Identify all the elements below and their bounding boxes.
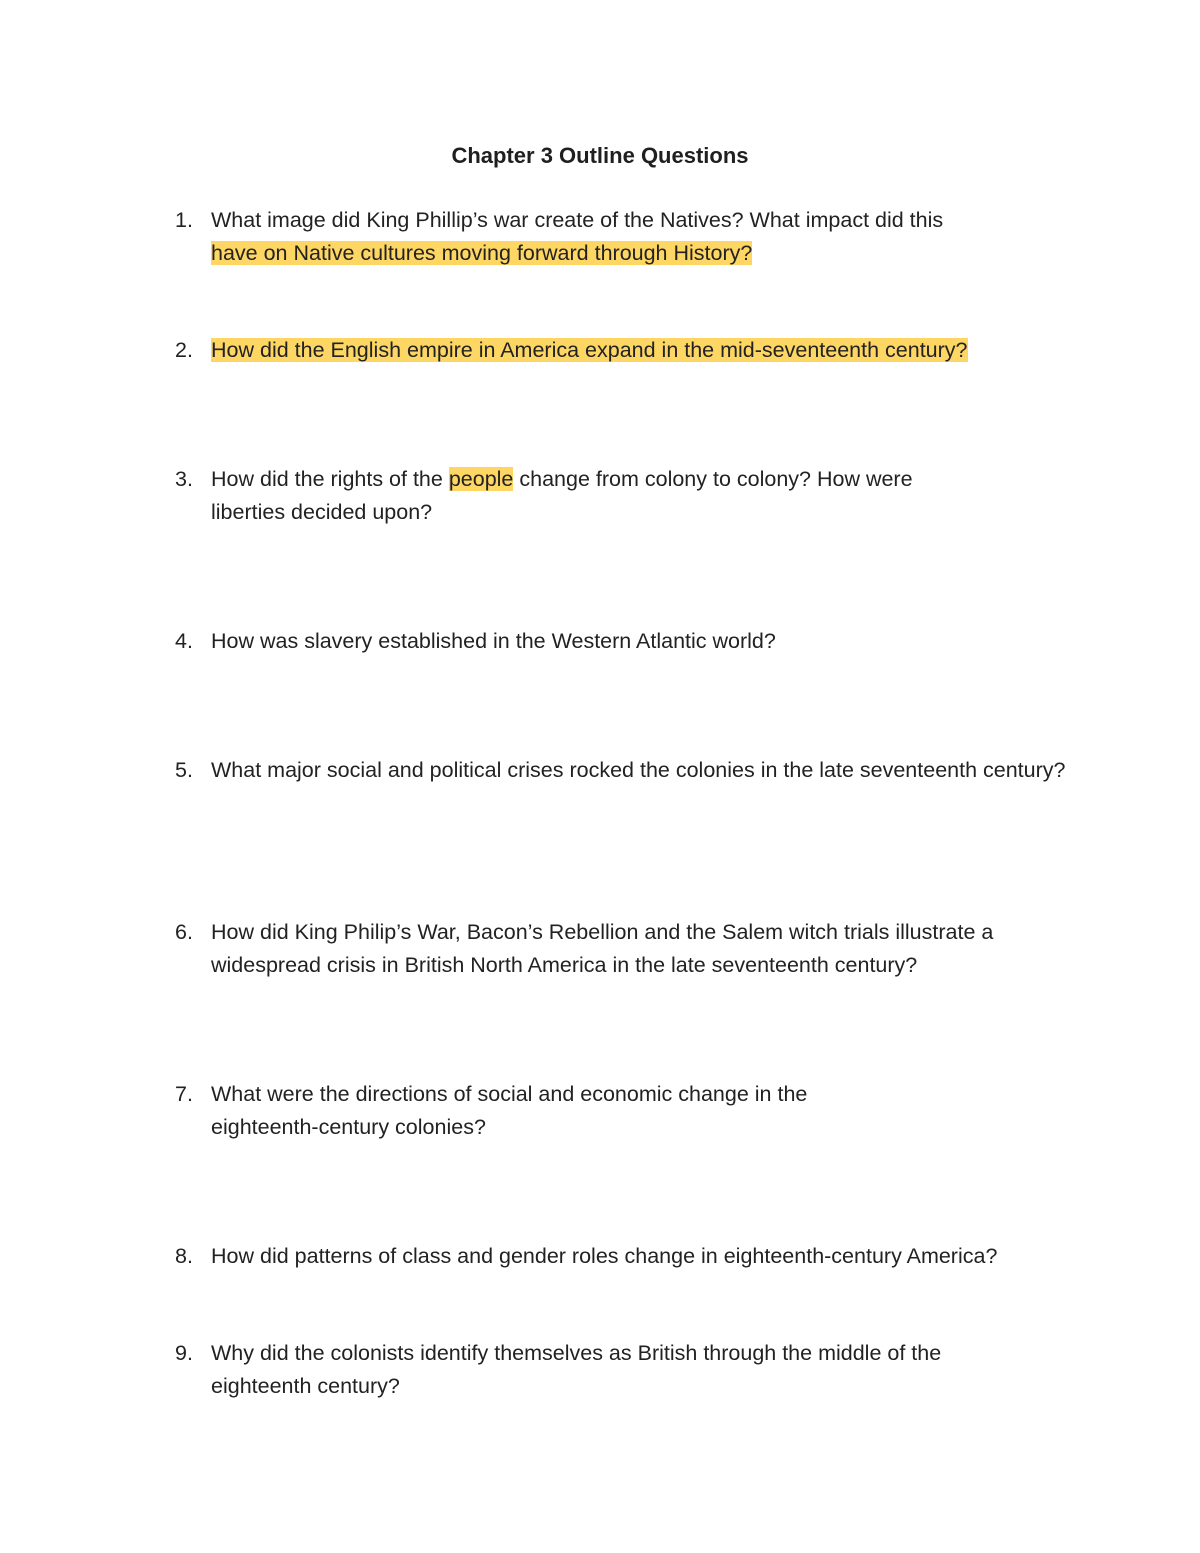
question-number: 2. bbox=[175, 338, 193, 362]
question-number: 9. bbox=[175, 1341, 193, 1365]
highlighted-text: How did the English empire in America expand in the mid-seventeenth century? bbox=[211, 338, 968, 362]
question-text: What were the directions of social and economic change in the eighteenth-century colonies? bbox=[211, 1082, 808, 1139]
question-text-part: change from colony to colony? How were bbox=[513, 467, 913, 491]
question-number: 6. bbox=[175, 920, 193, 944]
highlighted-text: people bbox=[448, 467, 514, 491]
question-number: 3. bbox=[175, 467, 193, 491]
page-title: Chapter 3 Outline Questions bbox=[451, 143, 749, 168]
question-text bbox=[211, 463, 1071, 528]
question-text-part: liberties decided upon? bbox=[211, 499, 433, 524]
question-number: 5. bbox=[175, 758, 193, 782]
question-text: Why did the colonists identify themselves as British through the middle of the eighteenth century? bbox=[211, 1341, 942, 1398]
question-text-part: What image did King Phillip’s war create of the Natives? What impact did this bbox=[211, 208, 944, 232]
question-text bbox=[211, 204, 1071, 269]
question-number: 8. bbox=[175, 1244, 193, 1268]
question-text-part: How did the rights of the bbox=[211, 467, 449, 491]
question-text bbox=[211, 334, 1071, 367]
question-text: How did patterns of class and gender roles change in eighteenth-century America? bbox=[211, 1244, 998, 1268]
question-number: 1. bbox=[175, 208, 193, 232]
question-number: 7. bbox=[175, 1082, 193, 1106]
question-text: How did King Philip’s War, Bacon’s Rebellion and the Salem witch trials illustrate a widespread crisis in British North America in the late seventeenth century? bbox=[211, 920, 994, 977]
question-text: What major social and political crises rocked the colonies in the late seventeenth century? bbox=[211, 758, 1066, 782]
question-number: 4. bbox=[175, 629, 193, 653]
highlighted-text: have on Native cultures moving forward through History? bbox=[211, 240, 753, 265]
question-text: How was slavery established in the Western Atlantic world? bbox=[211, 629, 776, 653]
